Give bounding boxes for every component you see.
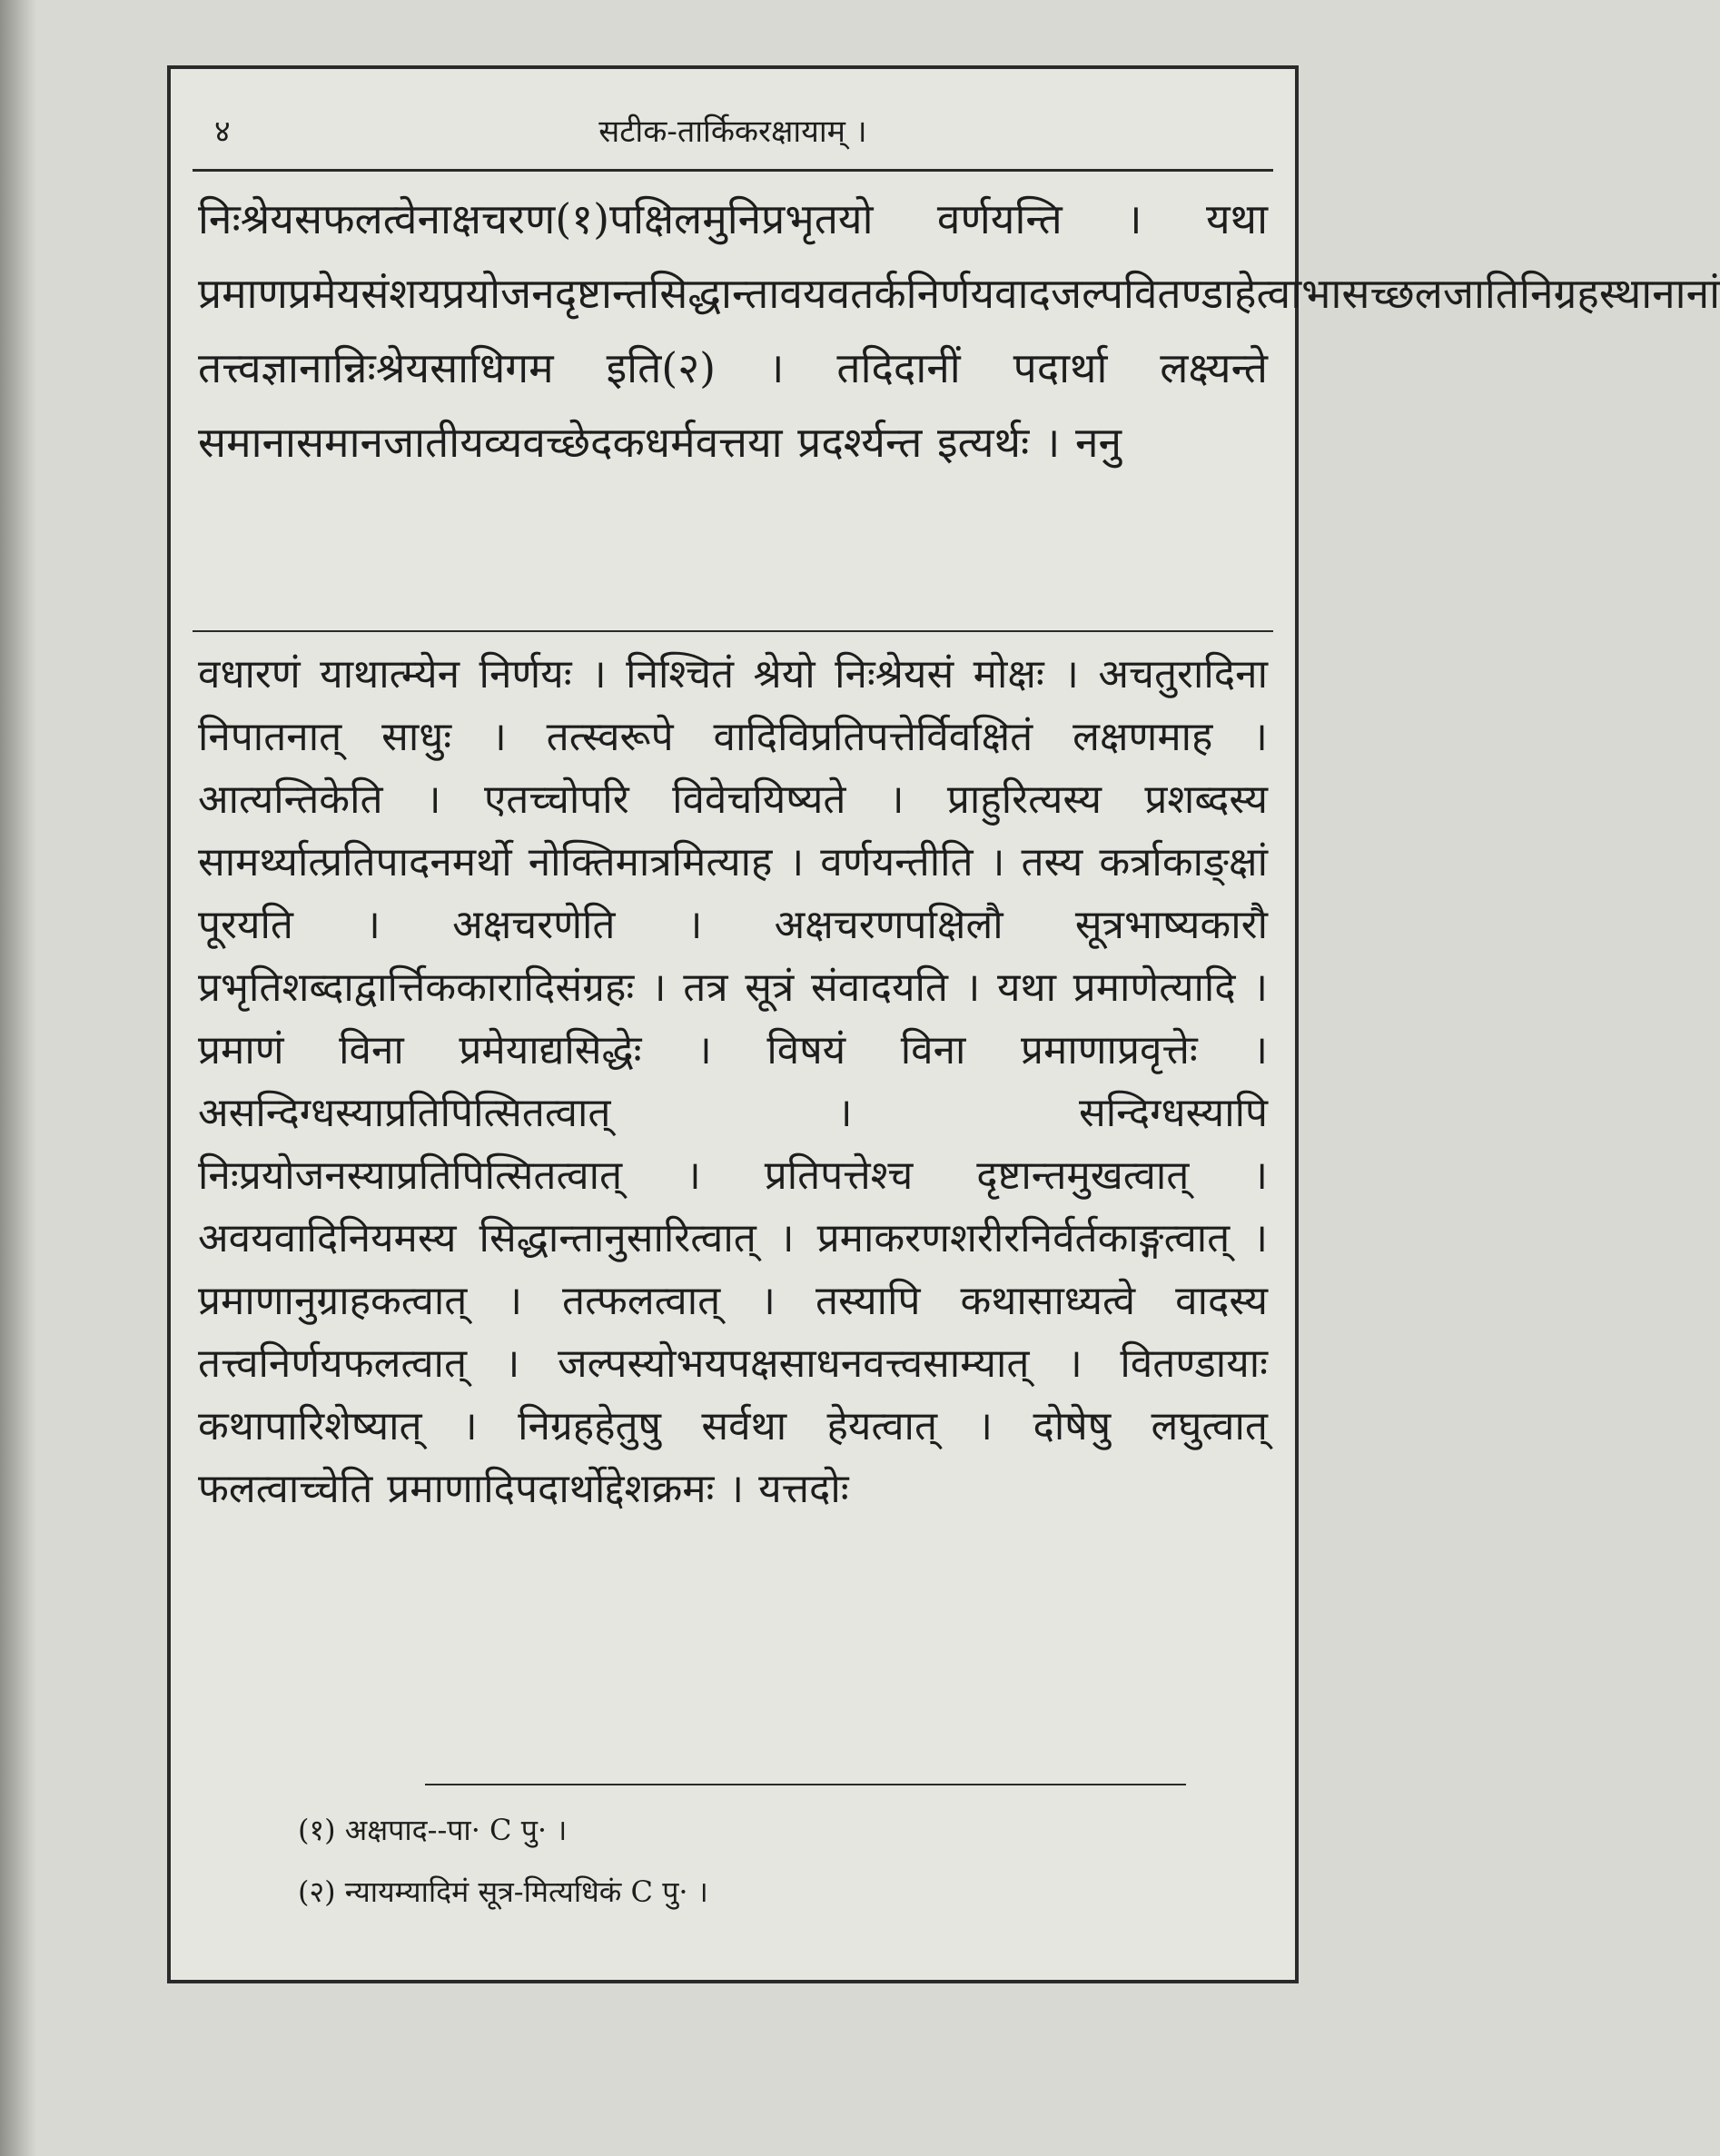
page-header <box>171 69 1295 169</box>
commentary-text: वधारणं याथात्म्येन निर्णयः । निश्चितं श्रेयो निःश्रेयसं मोक्षः । अचतुरादिना निपातनात् साधुः । तत्स्वरूपे वादिविप्रतिपत्तेर्विवक्षितं लक्षणमाह । आत्यन्तिकेति । एतच्चोपरि विवेचयिष्यते । प्राहुरित्यस्य प्रशब्दस्य सामर्थ्यात्प्रतिपादनमर्थो नोक्तिमात्रमित्याह । वर्णयन्तीति । तस्य कर्त्राकाङ्क्षां पूरयति । अक्षचरणेति । अक्षचरणपक्षिलौ सूत्रभाष्यकारौ प्रभृतिशब्दाद्वार्त्तिककारादिसंग्रहः । तत्र सूत्रं संवादयति । यथा प्रमाणेत्यादि । प्रमाणं विना प्रमेयाद्यसिद्धेः । विषयं विना प्रमाणाप्रवृत्तेः । असन्दिग्धस्याप्रतिपित्सितत्वात् । सन्दिग्धस्यापि निःप्रयोजनस्याप्रतिपित्सितत्वात् । प्रतिपत्तेश्च दृष्टान्तमुखत्वात् । अवयवादिनियमस्य सिद्धान्तानुसारित्वात् । प्रमाकरणशरीरनिर्वर्तकाङ्गत्वात् । प्रमाणानुग्राहकत्वात् । तत्फलत्वात् । तस्यापि कथासाध्यत्वे वादस्य तत्त्वनिर्णयफलत्वात् । जल्पस्योभयपक्षसाधनवत्त्वसाम्यात् । वितण्डायाः कथापारिशेष्यात् । निग्रहहेतुषु सर्वथा हेयत्वात् । दोषेषु लघुत्वात् फलत्वाच्चेति प्रमाणादिपदार्थोद्देशक्रमः । यत्तदोः <box>198 651 1268 1512</box>
footnotes <box>298 1799 708 1923</box>
footnote-rule <box>425 1784 1186 1785</box>
footnote-2: (२) न्यायम्यादिमं सूत्र-मित्यधिकं C पु· । <box>298 1874 708 1909</box>
running-title: सटीक-तार्किकरक्षायाम् । <box>598 114 867 150</box>
footnote-1: (१) अक्षपाद--पा· C पु· । <box>298 1813 568 1847</box>
page-number: ४ <box>214 114 231 150</box>
header-rule <box>193 169 1273 172</box>
main-text: निःश्रेयसफलत्वेनाक्षचरण(१)पक्षिलमुनिप्रभृतयो वर्णयन्ति । यथा प्रमाणप्रमेयसंशयप्रयोजनदृष्टान्तसिद्धान्तावयवतर्कनिर्णयवादजल्पवितण्डाहेत्वाभासच्छलजातिनिग्रहस्थानानां तत्त्वज्ञानान्निःश्रेयसाधिगम इति(२) । तदिदानीं पदार्था लक्ष्यन्ते समानासमानजातीयव्यवच्छेदकधर्मवत्तया प्रदर्श्यन्त इत्यर्थः । ननु <box>198 194 1720 467</box>
binding-shadow <box>0 0 36 2156</box>
book-page <box>167 65 1720 1983</box>
text-commentary-divider <box>193 630 1273 632</box>
